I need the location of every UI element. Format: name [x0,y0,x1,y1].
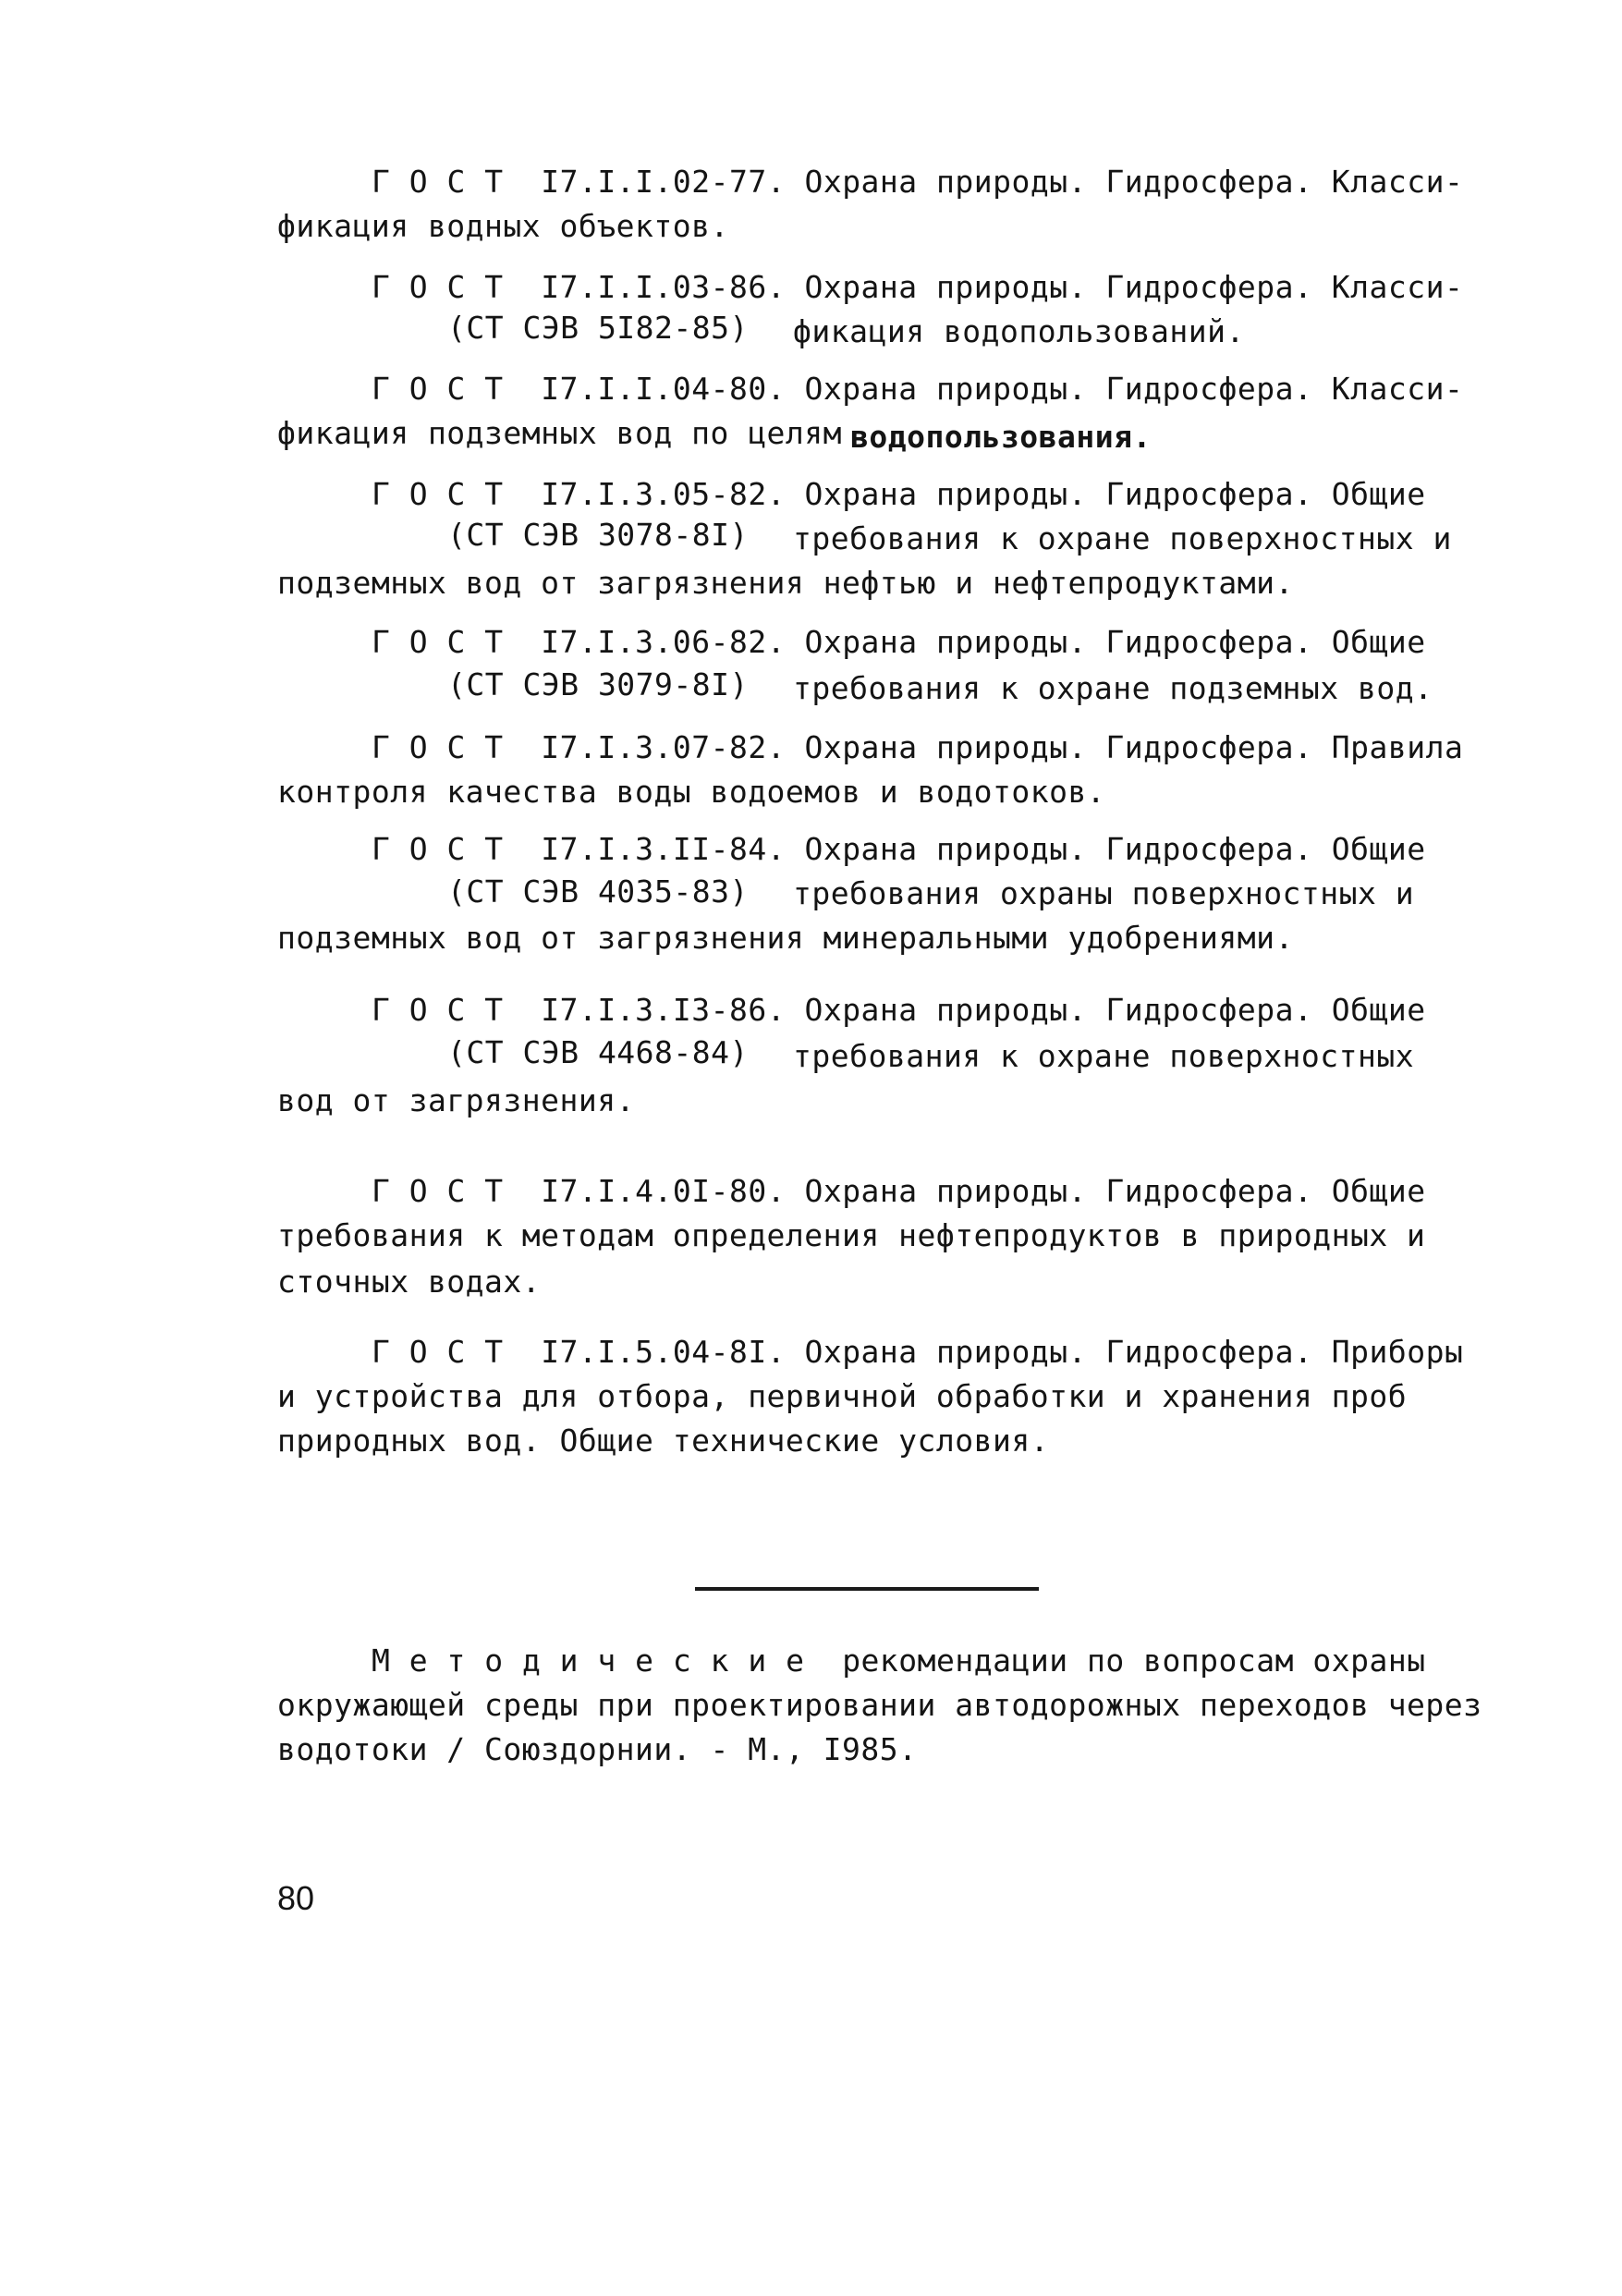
entry-10-line-2: и устройства для отбора, первичной обработки и хранения проб [277,1378,1408,1414]
entry-2-line-2: фикация водопользований. [793,313,1245,349]
entry-1-line-2: фикация водных объектов. [277,208,729,244]
reference-line-3: водотоки / Союздорнии. - М., I985. [277,1731,918,1767]
entry-5-line-2: требования к охране подземных вод. [793,670,1433,706]
entry-4-cmea-code: (СТ СЭВ 3078-8I) [447,517,749,553]
entry-6-line-1: Г О С Т I7.I.3.07-82. Охрана природы. Гидросфера. Правила [372,729,1464,765]
entry-6-line-2: контроля качества воды водоемов и водотоков. [277,774,1106,810]
entry-3-line-2: фикация подземных вод по целям [277,415,843,451]
entry-10-line-1: Г О С Т I7.I.5.04-8I. Охрана природы. Гидросфера. Приборы [372,1334,1464,1370]
entry-8-line-1: Г О С Т I7.I.3.I3-86. Охрана природы. Гидросфера. Общие [372,992,1426,1028]
separator-rule [695,1587,1039,1591]
entry-9-line-2: требования к методам определения нефтепродуктов в природных и [277,1217,1426,1253]
entry-9-line-1: Г О С Т I7.I.4.0I-80. Охрана природы. Гидросфера. Общие [372,1173,1426,1209]
entry-2-line-1: Г О С Т I7.I.I.03-86. Охрана природы. Гидросфера. Класси- [372,269,1464,305]
entry-3-line-2-bold: водопользования. [850,419,1152,455]
entry-8-line-3: вод от загрязнения. [277,1082,635,1118]
entry-4-line-2: требования к охране поверхностных и [793,520,1452,556]
entry-4-line-1: Г О С Т I7.I.3.05-82. Охрана природы. Гидросфера. Общие [372,476,1426,512]
entry-9-line-3: сточных водах. [277,1264,542,1300]
entry-7-cmea-code: (СТ СЭВ 4035-83) [447,873,749,910]
entry-8-line-2: требования к охране поверхностных [793,1038,1415,1074]
entry-5-line-1: Г О С Т I7.I.3.06-82. Охрана природы. Гидросфера. Общие [372,624,1426,660]
entry-5-cmea-code: (СТ СЭВ 3079-8I) [447,666,749,702]
entry-7-line-2: требования охраны поверхностных и [793,875,1415,911]
entry-2-cmea-code: (СТ СЭВ 5I82-85) [447,310,749,346]
entry-7-line-3: подземных вод от загрязнения минеральными удобрениями. [277,920,1294,956]
page-number: 80 [277,1879,315,1917]
reference-line-1: М е т о д и ч е с к и е рекомендации по вопросам охраны [372,1643,1426,1679]
entry-7-line-1: Г О С Т I7.I.3.II-84. Охрана природы. Гидросфера. Общие [372,831,1426,867]
entry-10-line-3: природных вод. Общие технические условия. [277,1423,1050,1459]
entry-4-line-3: подземных вод от загрязнения нефтью и нефтепродуктами. [277,565,1294,601]
entry-1-line-1: Г О С Т I7.I.I.02-77. Охрана природы. Гидросфера. Класси- [372,164,1464,200]
entry-3-line-1: Г О С Т I7.I.I.04-80. Охрана природы. Гидросфера. Класси- [372,371,1464,407]
entry-8-cmea-code: (СТ СЭВ 4468-84) [447,1034,749,1070]
reference-line-2: окружающей среды при проектировании автодорожных переходов через [277,1687,1482,1723]
